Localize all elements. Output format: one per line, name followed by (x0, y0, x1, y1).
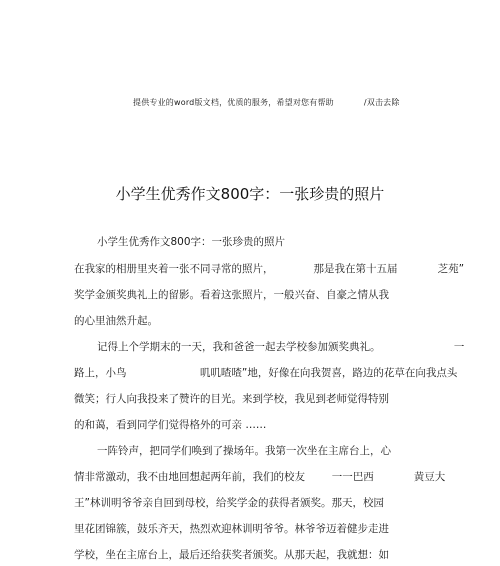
body-line: 的心里油然升起。 (74, 315, 158, 327)
body-line: 路上，小鸟 叽叽喳喳”地，好像在向我贺喜，路边的花草在向我点头 (74, 367, 458, 379)
document-header (133, 97, 400, 108)
body-line: 王”林训明爷爷亲自回到母校，给奖学金的获得者颁奖。那天，校园 (74, 497, 384, 509)
body-line: 小学生优秀作文800字：一张珍贵的照片 (97, 236, 286, 248)
body-line: 在我家的相册里夹着一张不同寻常的照片， 那是我在第十五届 芝苑” (74, 263, 465, 275)
body-line: 学校，坐在主席台上，最后还给获奖者颁奖。从那天起，我就想：如 (74, 549, 389, 561)
body-line: 微笑；行人向我投来了赞许的目光。来到学校，我见到老师觉得特别 (74, 393, 389, 405)
header-left-text: 提供专业的word版文档，优质的服务，希望对您有帮助 (133, 98, 334, 107)
body-line: 里花团锦簇，鼓乐齐天，热烈欢迎林训明爷爷。林爷爷迈着健步走进 (74, 523, 389, 535)
body-line: 的和蔼，看到同学们觉得格外的可亲 …… (74, 419, 267, 431)
body-line: 奖学金颁奖典礼上的留影。看着这张照片，一般兴奋、自豪之情从我 (74, 289, 389, 301)
header-right-text: /双击去除 (363, 98, 400, 107)
article-title: 小学生优秀作文800字：一张珍贵的照片 (115, 185, 385, 203)
body-line: 一阵铃声，把同学们唤到了操场年。我第一次坐在主席台上，心 (97, 445, 391, 457)
body-line: 情非常激动，我不由地回想起两年前，我们的校友 一一巴西 黄豆大 (74, 471, 446, 483)
body-line: 记得上个学期末的一天，我和爸爸一起去学校参加颁奖典礼。 一 (97, 341, 465, 353)
